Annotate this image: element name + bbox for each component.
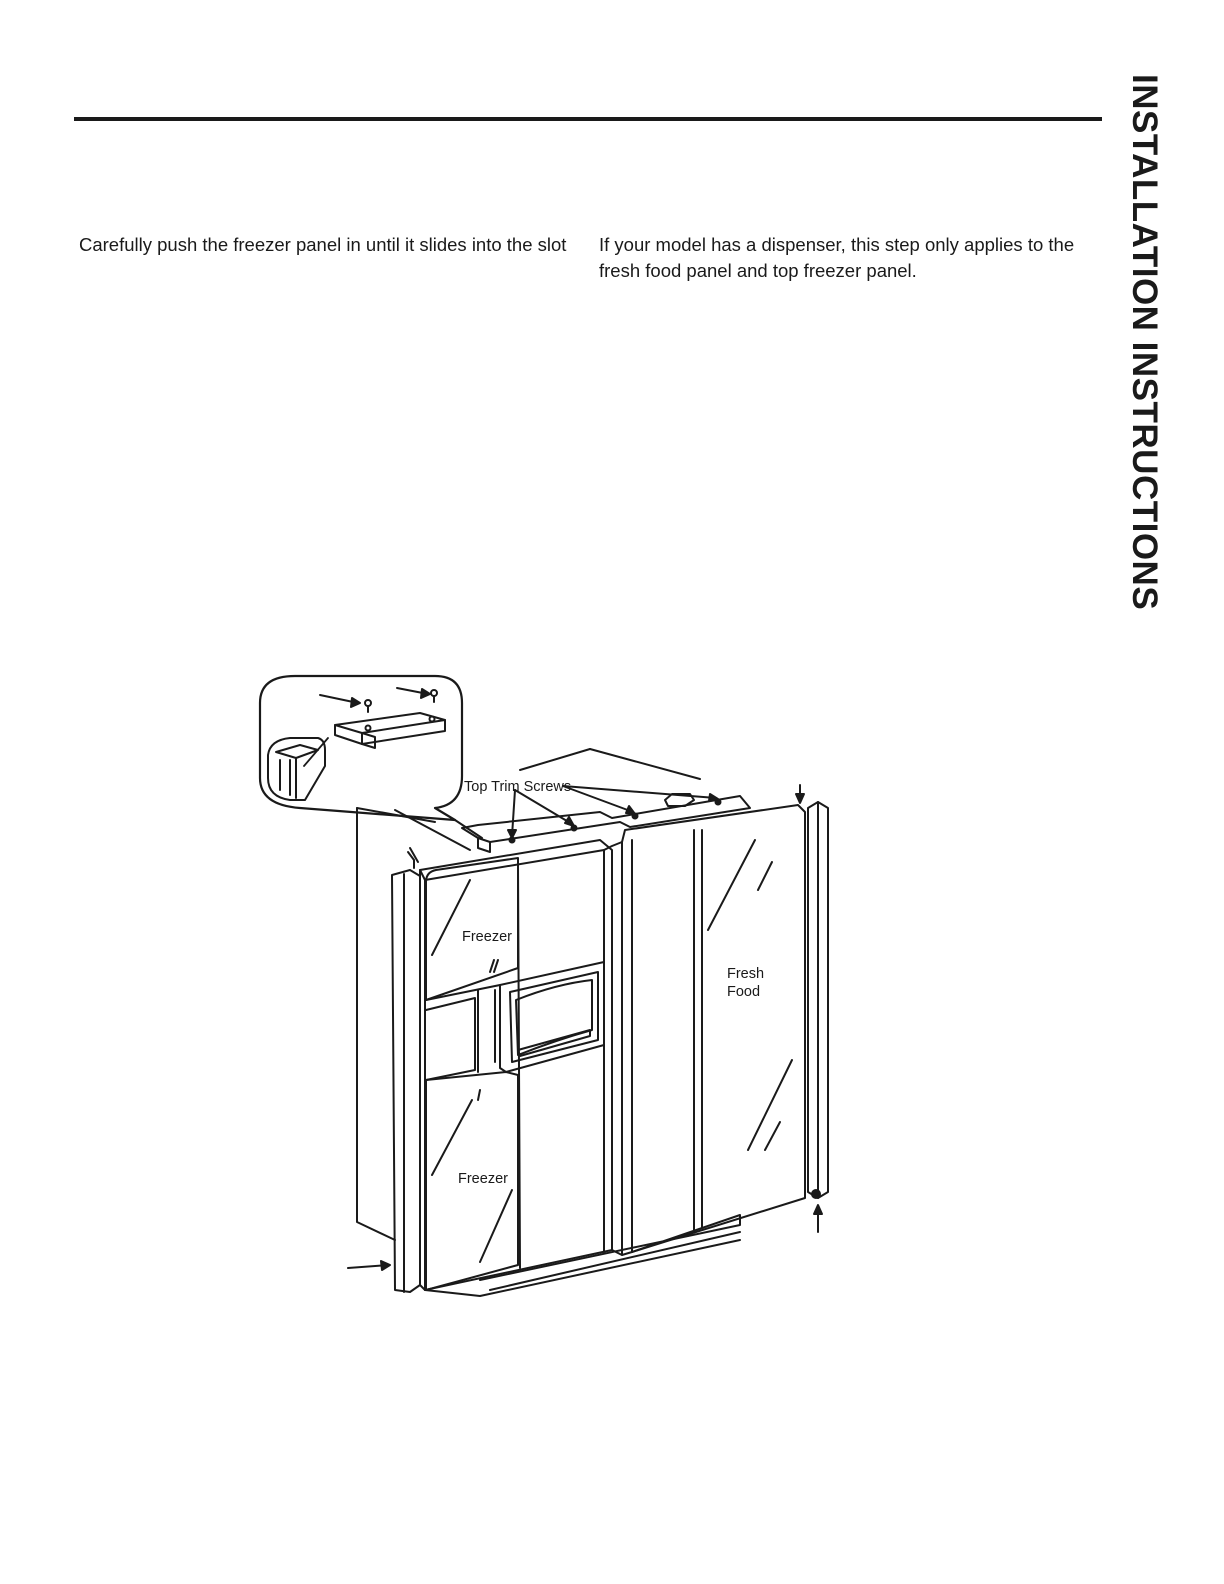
label-fresh: Fresh <box>727 966 765 982</box>
left-column-text: Carefully push the freezer panel in until it slides into the slot <box>79 234 567 255</box>
refrigerator-panel-illustration <box>240 664 860 1314</box>
section-title-vertical: INSTALLATION INSTRUCTIONS <box>1125 74 1164 611</box>
right-column-text: If your model has a dispenser, this step only applies to the fresh food panel and top freezer panel. <box>599 234 1075 281</box>
label-freezer-lower: Freezer <box>458 1171 508 1187</box>
header-rule <box>74 117 1102 121</box>
label-top-trim-screws: Top Trim Screws <box>464 779 572 795</box>
label-freezer-upper: Freezer <box>462 929 512 945</box>
label-food: Food <box>727 984 761 1000</box>
inset-detail-bubble <box>260 676 462 820</box>
